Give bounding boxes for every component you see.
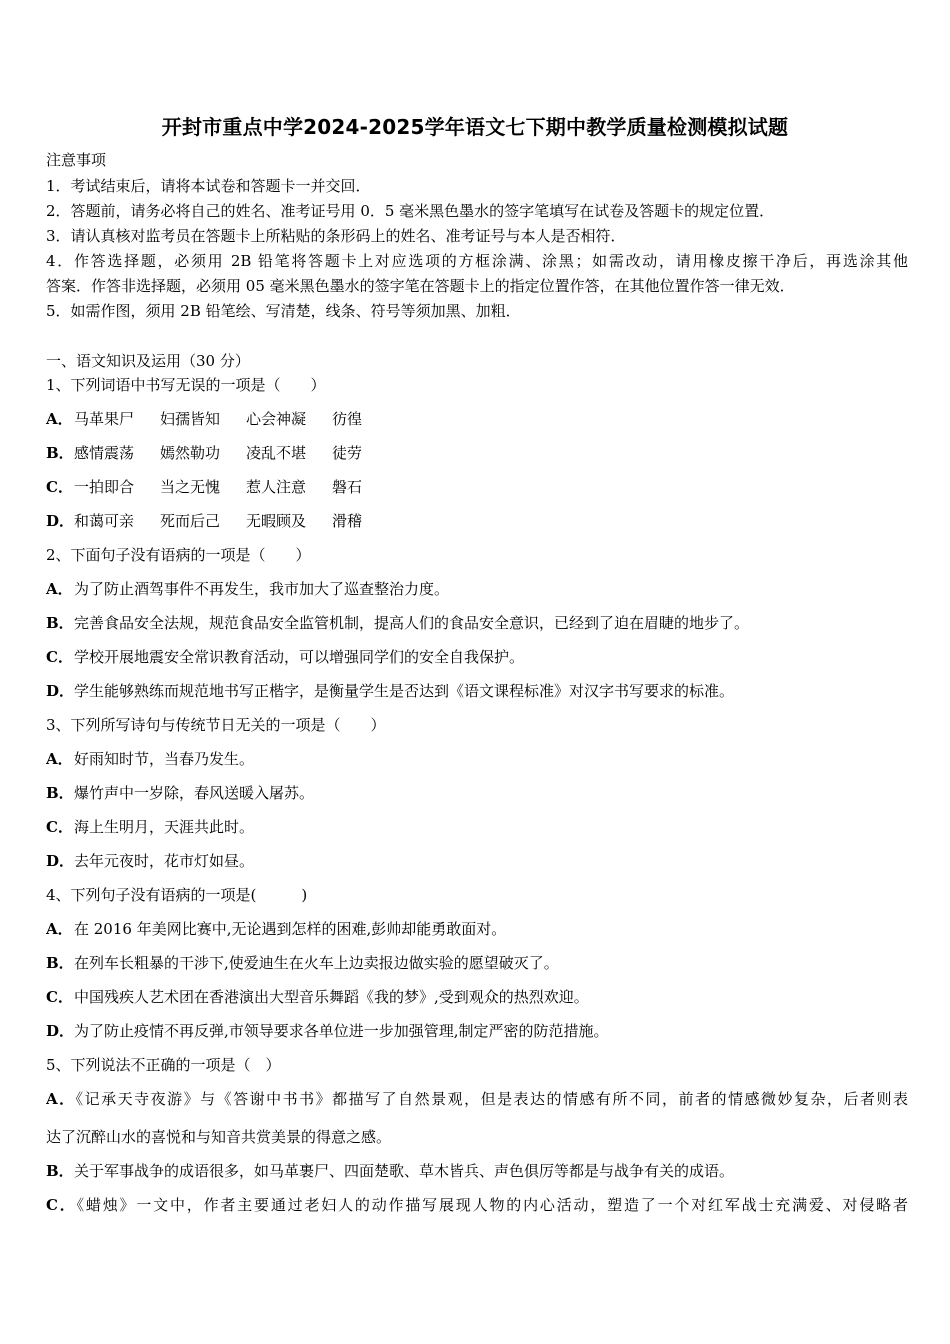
q2-option-b xyxy=(46,613,749,633)
q1-option-c xyxy=(46,477,388,497)
word: 磐石 xyxy=(332,478,363,496)
q5-option-c xyxy=(46,1195,908,1215)
option-key: C． xyxy=(46,648,73,666)
option-key: B． xyxy=(46,954,74,972)
option-text: 为了防止酒驾事件不再发生，我市加大了巡查整治力度。 xyxy=(74,580,450,598)
option-text: 海上生明月，天涯共此时。 xyxy=(74,818,255,836)
option-key: A． xyxy=(46,920,73,938)
notice-item-5: 5．如需作图，须用 2B 铅笔绘、写清楚，线条、符号等须加黑、加粗． xyxy=(46,302,521,320)
question-1-stem: 1、下列词语中书写无误的一项是（ ） xyxy=(46,376,326,394)
option-key: D． xyxy=(46,852,75,870)
option-key: D． xyxy=(46,512,75,530)
notice-item-2: 2．答题前，请务必将自己的姓名、准考证号用 0．5 毫米黑色墨水的签字笔填写在试卷及答题卡的规定位置． xyxy=(46,202,775,220)
option-key: A． xyxy=(46,410,73,428)
option-text: 在 2016 年美网比赛中,无论遇到怎样的困难,彭帅却能勇敢面对。 xyxy=(74,920,507,938)
question-3-stem: 3、下列所写诗句与传统节日无关的一项是（ ） xyxy=(46,716,386,734)
word: 当之无愧 xyxy=(160,478,221,496)
option-text: 学校开展地震安全常识教育活动，可以增强同学们的安全自我保护。 xyxy=(74,648,525,666)
q1-option-b xyxy=(46,443,388,463)
question-4-stem: 4、下列句子没有语病的一项是( ) xyxy=(46,886,308,904)
section-heading: 一、语文知识及运用（30 分） xyxy=(46,352,250,370)
word: 凌乱不堪 xyxy=(246,444,307,462)
notice-item-4-cont: 答案．作答非选择题，必须用 05 毫米黑色墨水的签字笔在答题卡上的指定位置作答，在其他位置作答一律无效． xyxy=(46,277,795,295)
q2-option-d xyxy=(46,681,734,701)
word: 和蔼可亲 xyxy=(74,512,135,530)
question-5-stem: 5、下列说法不正确的一项是（ ） xyxy=(46,1056,281,1074)
option-key: A． xyxy=(46,750,73,768)
q4-option-d xyxy=(46,1021,609,1041)
option-text: 《记承天寺夜游》与《答谢中书书》都描写了自然景观，但是表达的情感有所不同，前者的情感微妙复杂，后者则表 xyxy=(75,1090,908,1108)
q3-option-a xyxy=(46,749,254,769)
option-text: 《蜡烛》一文中，作者主要通过老妇人的动作描写展现人物的内心活动，塑造了一个对红军战士充满爱、对侵略者 xyxy=(76,1196,908,1214)
word: 妇孺皆知 xyxy=(160,410,221,428)
option-text: 爆竹声中一岁除，春风送暖入屠苏。 xyxy=(74,784,315,802)
option-text: 中国残疾人艺术团在香港演出大型音乐舞蹈《我的梦》,受到观众的热烈欢迎。 xyxy=(74,988,589,1006)
word: 心会神凝 xyxy=(246,410,307,428)
option-text: 为了防止疫情不再反弹,市领导要求各单位进一步加强管理,制定严密的防范措施。 xyxy=(74,1022,609,1040)
q3-option-c xyxy=(46,817,254,837)
option-text: 在列车长粗暴的干涉下,使爱迪生在火车上边卖报边做实验的愿望破灭了。 xyxy=(74,954,559,972)
word: 彷徨 xyxy=(332,410,363,428)
notice-heading: 注意事项 xyxy=(46,151,107,169)
option-key: B． xyxy=(46,614,74,632)
word: 一拍即合 xyxy=(74,478,135,496)
option-key: B． xyxy=(46,444,74,462)
q4-option-b xyxy=(46,953,559,973)
option-text: 完善食品安全法规，规范食品安全监管机制，提高人们的食品安全意识，已经到了迫在眉睫的地步了。 xyxy=(74,614,750,632)
option-key: C． xyxy=(46,988,73,1006)
option-key: B． xyxy=(46,784,74,802)
option-key: C． xyxy=(46,818,73,836)
word: 惹人注意 xyxy=(246,478,307,496)
word: 感情震荡 xyxy=(74,444,135,462)
notice-item-3: 3．请认真核对监考员在答题卡上所粘贴的条形码上的姓名、准考证号与本人是否相符． xyxy=(46,227,626,245)
option-key: C． xyxy=(46,478,73,496)
q3-option-d xyxy=(46,851,254,871)
notice-item-1: 1．考试结束后，请将本试卷和答题卡一并交回． xyxy=(46,177,371,195)
word: 嫣然勒功 xyxy=(160,444,221,462)
option-key: C． xyxy=(46,1196,77,1214)
q1-option-a xyxy=(46,409,388,429)
option-key: D． xyxy=(46,1022,75,1040)
word: 无暇顾及 xyxy=(246,512,307,530)
q3-option-b xyxy=(46,783,314,803)
word: 马革果尸 xyxy=(74,410,135,428)
option-text: 学生能够熟练而规范地书写正楷字，是衡量学生是否达到《语文课程标准》对汉字书写要求的标准。 xyxy=(74,682,735,700)
option-text: 好雨知时节，当春乃发生。 xyxy=(74,750,255,768)
word: 死而后己 xyxy=(160,512,221,530)
option-key: A． xyxy=(46,1090,76,1108)
word: 徒劳 xyxy=(332,444,363,462)
option-key: B． xyxy=(46,1162,74,1180)
q2-option-c xyxy=(46,647,524,667)
option-key: A． xyxy=(46,580,73,598)
question-2-stem: 2、下面句子没有语病的一项是（ ） xyxy=(46,546,311,564)
q5-option-b xyxy=(46,1161,734,1181)
q5-option-a xyxy=(46,1089,908,1109)
q5-option-a-cont: 达了沉醉山水的喜悦和与知音共赏美景的得意之感。 xyxy=(46,1128,392,1146)
notice-item-4: 4．作答选择题，必须用 2B 铅笔将答题卡上对应选项的方框涂满、涂黑；如需改动，请用橡皮擦干净后，再选涂其他 xyxy=(46,252,908,270)
option-key: D． xyxy=(46,682,75,700)
q4-option-a xyxy=(46,919,506,939)
page-title: 开封市重点中学2024-2025学年语文七下期中教学质量检测模拟试题 xyxy=(161,115,789,139)
word: 滑稽 xyxy=(332,512,363,530)
q4-option-c xyxy=(46,987,589,1007)
option-text: 关于军事战争的成语很多，如马革裹尸、四面楚歌、草木皆兵、声色俱厉等都是与战争有关的成语。 xyxy=(74,1162,735,1180)
q2-option-a xyxy=(46,579,449,599)
option-text: 去年元夜时，花市灯如昼。 xyxy=(74,852,255,870)
q1-option-d xyxy=(46,511,388,531)
